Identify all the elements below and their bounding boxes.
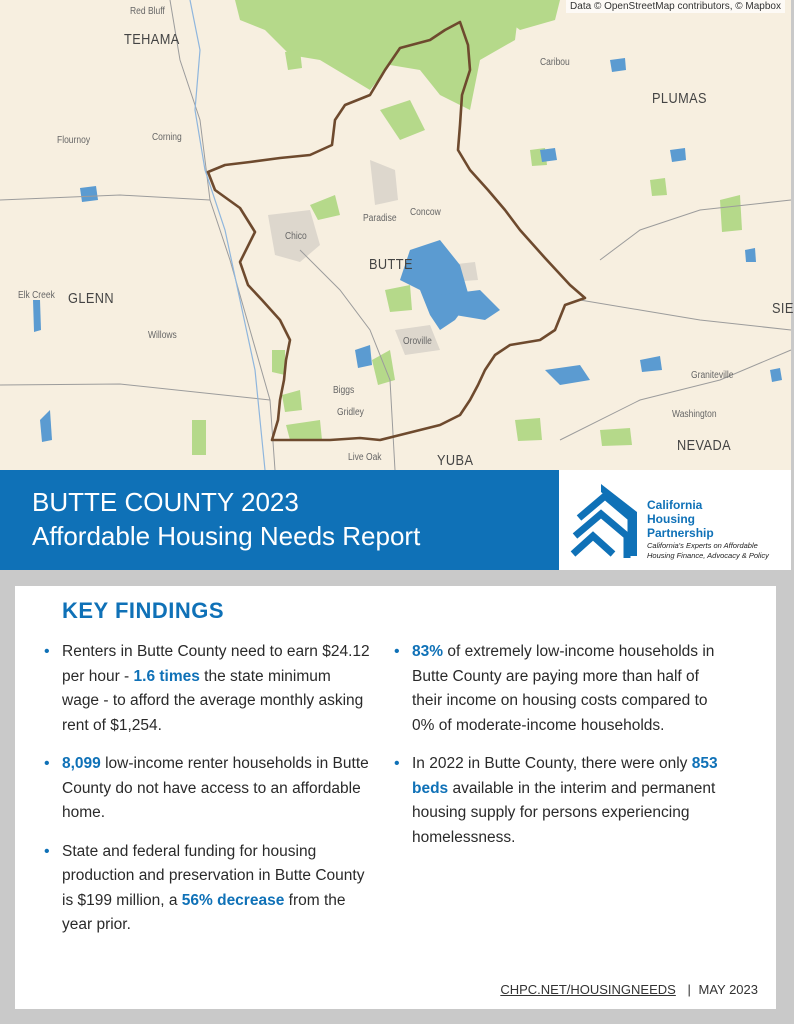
label-graniteville: Graniteville: [691, 370, 734, 381]
finding-text: from the year prior.: [62, 891, 346, 933]
finding-highlight: 8,099: [62, 755, 101, 772]
report-date: MAY 2023: [698, 982, 758, 997]
key-findings-title: KEY FINDINGS: [62, 598, 225, 623]
label-biggs: Biggs: [333, 385, 355, 396]
label-tehama: TEHAMA: [124, 31, 180, 48]
finding-item: [392, 752, 722, 850]
label-paradise: Paradise: [363, 213, 397, 224]
label-washington: Washington: [672, 409, 717, 420]
label-plumas: PLUMAS: [652, 90, 707, 107]
roads: [0, 0, 791, 470]
label-caribou: Caribou: [540, 57, 570, 68]
label-glenn: GLENN: [68, 290, 115, 307]
finding-text: In 2022 in Butte County, there were only: [412, 755, 692, 772]
footer-separator: |: [687, 982, 691, 997]
label-concow: Concow: [410, 207, 441, 218]
findings-column-right: [392, 640, 722, 864]
label-gridley: Gridley: [337, 407, 364, 418]
label-willows: Willows: [148, 330, 177, 341]
label-live-oak: Live Oak: [348, 452, 382, 463]
logo-name-line2: Housing: [647, 512, 695, 526]
map-attribution: Data © OpenStreetMap contributors, © Mapbox: [566, 0, 785, 13]
key-findings-card: [15, 586, 776, 1009]
finding-text: of extremely low-income households in Butte County are paying more than half of their income on housing costs compared to 0% of moderate-income households.: [412, 643, 715, 734]
label-corning: Corning: [152, 132, 182, 143]
housing-needs-link[interactable]: CHPC.NET/HOUSINGNEEDS: [500, 982, 676, 997]
title-banner: [0, 470, 791, 570]
finding-highlight: 56% decrease: [181, 891, 285, 909]
map-graphics: [0, 0, 791, 470]
finding-highlight: 853 beds: [412, 755, 718, 797]
logo-tagline-line1: California's Experts on Affordable: [647, 541, 758, 550]
finding-text: State and federal funding for housing production and preservation in Butte County is $199 million, a: [62, 842, 365, 909]
findings-column-left: [42, 640, 372, 952]
finding-highlight: 1.6 times: [133, 667, 200, 685]
logo-name-line1: California: [647, 498, 703, 512]
finding-item: [42, 752, 372, 826]
finding-text: Renters in Butte County need to earn $24.12 per hour -: [62, 643, 370, 685]
label-oroville: Oroville: [403, 336, 432, 347]
label-yuba: YUBA: [437, 452, 474, 469]
finding-text: available in the interim and permanent housing supply for persons experiencing homelessness.: [412, 779, 716, 846]
label-butte: BUTTE: [369, 256, 413, 273]
logo-name-line3: Partnership: [647, 526, 714, 540]
label-chico: Chico: [285, 231, 307, 242]
finding-highlight: 83%: [412, 643, 444, 660]
footer: [500, 982, 758, 997]
county-map: [0, 0, 794, 470]
label-sierra: SIE: [772, 300, 794, 317]
butte-county-boundary: [208, 22, 585, 440]
chpc-logo: [559, 470, 791, 570]
finding-text: low-income renter households in Butte County do not have access to an affordable home.: [62, 755, 369, 821]
report-title-line2: Affordable Housing Needs Report: [32, 521, 421, 551]
finding-item: [42, 840, 372, 938]
finding-text: the state minimum wage - to afford the average monthly asking rent of $1,254.: [62, 667, 364, 734]
label-nevada: NEVADA: [677, 437, 732, 454]
logo-tagline-line2: Housing Finance, Advocacy & Policy: [647, 551, 769, 560]
finding-item: [392, 640, 722, 738]
label-elk-creek: Elk Creek: [18, 290, 55, 301]
report-title-line1: BUTTE COUNTY 2023: [32, 487, 299, 517]
label-flournoy: Flournoy: [57, 135, 91, 146]
finding-item: [42, 640, 372, 738]
house-stack-icon: [571, 480, 643, 560]
label-red-bluff: Red Bluff: [130, 6, 165, 17]
